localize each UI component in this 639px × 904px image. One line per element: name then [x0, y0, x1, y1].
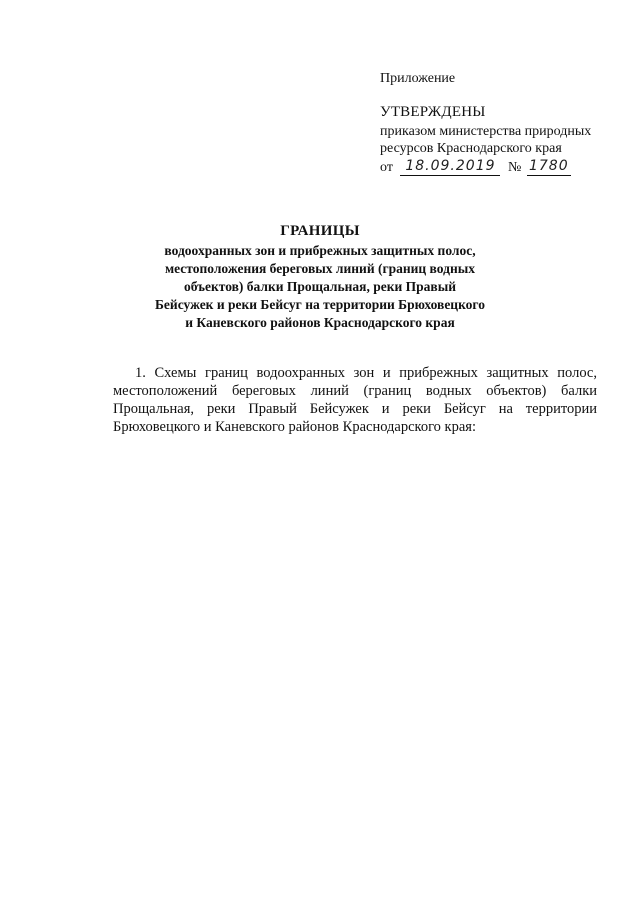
order-line-1: приказом министерства природных	[380, 124, 592, 139]
annex-label: Приложение	[380, 71, 456, 86]
number-sign: №	[507, 160, 522, 175]
heading-line-2: местоположения береговых линий (границ водных	[164, 261, 476, 276]
document-title: ГРАНИЦЫ	[280, 223, 360, 239]
handwritten-date: 18.09.2019	[400, 158, 500, 176]
heading-line-1: водоохранных зон и прибрежных защитных полос,	[164, 243, 476, 258]
handwritten-number: 1780	[527, 158, 571, 176]
heading-line-4: Бейсужек и реки Бейсуг на территории Брюховецкого	[155, 297, 485, 312]
body-paragraph-1: 1. Схемы границ водоохранных зон и прибрежных защитных полос, местоположений береговых линий (границ водных объектов) балки Прощальная, реки Правый Бейсужек и реки Бейсуг на территории Брюховецкого и Каневского районов Краснодарского края:	[113, 365, 597, 435]
heading-line-5: и Каневского районов Краснодарского края	[185, 315, 455, 330]
heading-line-3: объектов) балки Прощальная, реки Правый	[183, 279, 457, 294]
document-body	[113, 364, 597, 436]
order-line-2: ресурсов Краснодарского края	[380, 141, 562, 156]
date-prefix: от	[380, 160, 393, 175]
date-number-line	[380, 158, 571, 178]
document-heading	[140, 222, 500, 332]
approved-stamp-text: УТВЕРЖДЕНЫ	[380, 104, 486, 120]
